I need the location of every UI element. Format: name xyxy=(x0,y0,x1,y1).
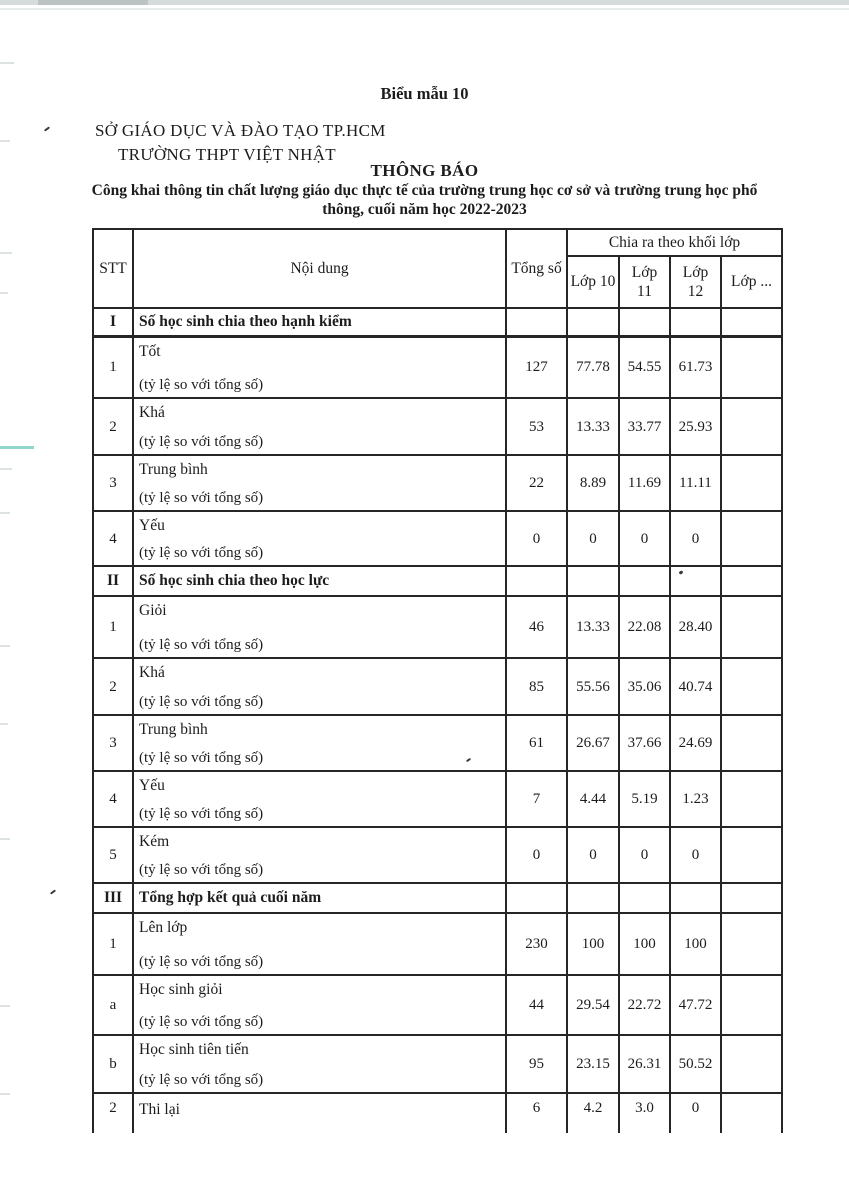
empty-cell xyxy=(619,566,670,596)
cell-grade12: 40.74 xyxy=(670,658,721,715)
cell-grade10: 4.2 xyxy=(567,1093,619,1133)
section-title: Số học sinh chia theo học lực xyxy=(133,566,506,596)
cell-total: 53 xyxy=(506,398,567,455)
cell-total: 22 xyxy=(506,455,567,511)
cell-total: 7 xyxy=(506,771,567,827)
row-label: Tốt xyxy=(139,342,161,360)
row-stt: 1 xyxy=(93,913,133,975)
row-sublabel: (tỷ lệ so với tổng số) xyxy=(139,377,264,393)
empty-cell xyxy=(670,566,721,596)
cell-grade11: 22.72 xyxy=(619,975,670,1035)
scan-smudge xyxy=(38,0,148,5)
row-stt: 1 xyxy=(93,336,133,398)
scan-speck xyxy=(0,1093,10,1095)
cell-grade12: 28.40 xyxy=(670,596,721,658)
cell-grade11: 0 xyxy=(619,511,670,566)
row-stt: 4 xyxy=(93,771,133,827)
cell-grade11: 3.0 xyxy=(619,1093,670,1133)
section-title: Tổng hợp kết quả cuối năm xyxy=(133,883,506,913)
row-label: Yếu xyxy=(139,777,165,794)
cell-grade10: 55.56 xyxy=(567,658,619,715)
cell-grade11: 37.66 xyxy=(619,715,670,771)
row-label: Học sinh giỏi xyxy=(139,981,223,998)
row-stt: 4 xyxy=(93,511,133,566)
cell-grade10: 8.89 xyxy=(567,455,619,511)
row-label: Giỏi xyxy=(139,602,167,619)
department-name: SỞ GIÁO DỤC VÀ ĐÀO TẠO TP.HCM xyxy=(95,121,386,140)
cell-grade11: 100 xyxy=(619,913,670,975)
row-content-cell xyxy=(133,913,506,975)
row-sublabel: (tỷ lệ so với tổng số) xyxy=(139,637,264,653)
scan-speck xyxy=(0,292,8,294)
scan-speck xyxy=(0,512,10,514)
scan-speck xyxy=(0,62,14,64)
row-stt: 2 xyxy=(93,658,133,715)
cell-grade11: 5.19 xyxy=(619,771,670,827)
scan-speck xyxy=(0,140,10,142)
cell-grade11: 35.06 xyxy=(619,658,670,715)
cell-total: 0 xyxy=(506,511,567,566)
row-sublabel: (tỷ lệ so với tổng số) xyxy=(139,545,264,561)
cell-grade-other xyxy=(721,658,782,715)
empty-cell xyxy=(567,566,619,596)
cell-grade-other xyxy=(721,511,782,566)
row-sublabel: (tỷ lệ so với tổng số) xyxy=(139,954,264,970)
row-label: Học sinh tiên tiến xyxy=(139,1041,249,1058)
scan-speck xyxy=(0,468,12,470)
notice-title: THÔNG BÁO xyxy=(370,161,479,180)
cell-grade10: 13.33 xyxy=(567,398,619,455)
row-sublabel: (tỷ lệ so với tổng số) xyxy=(139,1014,264,1030)
cell-grade12: 47.72 xyxy=(670,975,721,1035)
empty-cell xyxy=(721,883,782,913)
row-content-cell xyxy=(133,715,506,771)
school-name: TRƯỜNG THPT VIỆT NHẬT xyxy=(118,145,336,164)
row-sublabel: (tỷ lệ so với tổng số) xyxy=(139,434,264,450)
cell-grade12: 50.52 xyxy=(670,1035,721,1093)
notice-subtitle: Công khai thông tin chất lượng giáo dục thực tế của trường trung học cơ sở và trường trung học phổ thông, cuối năm học 2022-2023 xyxy=(91,182,758,218)
col-header-grade11-text: Lớp 11 xyxy=(631,264,658,300)
cell-grade10: 13.33 xyxy=(567,596,619,658)
row-sublabel: (tỷ lệ so với tổng số) xyxy=(139,490,264,506)
cell-grade11: 22.08 xyxy=(619,596,670,658)
row-label: Trung bình xyxy=(139,461,208,478)
cell-grade-other xyxy=(721,1093,782,1133)
cell-grade12: 0 xyxy=(670,1093,721,1133)
cell-grade11: 54.55 xyxy=(619,336,670,398)
cell-total: 127 xyxy=(506,336,567,398)
cell-grade-other xyxy=(721,913,782,975)
scan-speck xyxy=(0,838,10,840)
cell-grade11: 26.31 xyxy=(619,1035,670,1093)
col-header-grade10: Lớp 10 xyxy=(567,256,619,308)
col-header-stt: STT xyxy=(93,229,133,308)
row-content-cell xyxy=(133,975,506,1035)
row-sublabel: (tỷ lệ so với tổng số) xyxy=(139,694,264,710)
row-sublabel: (tỷ lệ so với tổng số) xyxy=(139,1072,264,1088)
row-sublabel: (tỷ lệ so với tổng số) xyxy=(139,806,264,822)
cell-grade12: 11.11 xyxy=(670,455,721,511)
empty-cell xyxy=(619,308,670,336)
cell-grade10: 0 xyxy=(567,511,619,566)
cell-grade-other xyxy=(721,715,782,771)
row-content-cell xyxy=(133,1035,506,1093)
col-header-grade11 xyxy=(619,256,670,308)
row-content-cell xyxy=(133,771,506,827)
col-header-content: Nội dung xyxy=(133,229,506,308)
scan-speck xyxy=(0,446,34,449)
cell-grade11: 11.69 xyxy=(619,455,670,511)
cell-grade11: 33.77 xyxy=(619,398,670,455)
cell-total: 61 xyxy=(506,715,567,771)
cell-total: 85 xyxy=(506,658,567,715)
col-header-total: Tổng số xyxy=(506,229,567,308)
cell-total: 230 xyxy=(506,913,567,975)
form-number-label: Biểu mẫu 10 xyxy=(380,84,469,103)
empty-cell xyxy=(619,883,670,913)
row-stt: 5 xyxy=(93,827,133,883)
col-header-group: Chia ra theo khối lớp xyxy=(567,229,782,256)
cell-grade-other xyxy=(721,455,782,511)
row-label: Lên lớp xyxy=(139,919,188,936)
cell-total: 46 xyxy=(506,596,567,658)
cell-grade12: 24.69 xyxy=(670,715,721,771)
section-number: II xyxy=(93,566,133,596)
scan-edge-line xyxy=(0,8,849,10)
row-label: Kém xyxy=(139,833,170,850)
row-sublabel: (tỷ lệ so với tổng số) xyxy=(139,750,264,766)
row-content-cell xyxy=(133,398,506,455)
row-content-cell xyxy=(133,827,506,883)
empty-cell xyxy=(670,883,721,913)
quality-report-table xyxy=(92,228,783,1133)
cell-grade-other xyxy=(721,336,782,398)
row-stt: 2 xyxy=(93,398,133,455)
cell-grade12: 0 xyxy=(670,511,721,566)
row-content-cell xyxy=(133,455,506,511)
cell-total: 0 xyxy=(506,827,567,883)
row-label: Trung bình xyxy=(139,721,208,738)
row-label: Khá xyxy=(139,404,165,421)
cell-grade-other xyxy=(721,771,782,827)
empty-cell xyxy=(506,883,567,913)
empty-cell xyxy=(670,308,721,336)
row-label: Yếu xyxy=(139,517,165,534)
cell-grade10: 4.44 xyxy=(567,771,619,827)
row-stt: a xyxy=(93,975,133,1035)
cell-grade-other xyxy=(721,398,782,455)
empty-cell xyxy=(721,566,782,596)
scan-speck xyxy=(0,1005,10,1007)
cell-total: 44 xyxy=(506,975,567,1035)
empty-cell xyxy=(567,883,619,913)
cell-grade-other xyxy=(721,975,782,1035)
row-content-cell xyxy=(133,658,506,715)
row-label: Thi lại xyxy=(139,1101,180,1118)
row-stt: 2 xyxy=(93,1093,133,1133)
row-stt: 1 xyxy=(93,596,133,658)
scan-speck xyxy=(0,252,12,254)
row-content-cell xyxy=(133,336,506,398)
row-stt: b xyxy=(93,1035,133,1093)
col-header-grade12-text: Lớp 12 xyxy=(682,264,709,300)
cell-grade12: 100 xyxy=(670,913,721,975)
row-content-cell xyxy=(133,511,506,566)
cell-grade10: 77.78 xyxy=(567,336,619,398)
cell-grade12: 0 xyxy=(670,827,721,883)
scan-speck xyxy=(0,645,10,647)
empty-cell xyxy=(721,308,782,336)
empty-cell xyxy=(506,308,567,336)
col-header-grade12 xyxy=(670,256,721,308)
row-stt: 3 xyxy=(93,715,133,771)
empty-cell xyxy=(506,566,567,596)
cell-grade10: 0 xyxy=(567,827,619,883)
cell-grade12: 61.73 xyxy=(670,336,721,398)
scan-speck xyxy=(0,723,8,725)
cell-grade-other xyxy=(721,827,782,883)
scan-speck xyxy=(44,126,50,131)
row-sublabel: (tỷ lệ so với tổng số) xyxy=(139,862,264,878)
cell-grade10: 29.54 xyxy=(567,975,619,1035)
cell-total: 95 xyxy=(506,1035,567,1093)
cell-total: 6 xyxy=(506,1093,567,1133)
cell-grade10: 100 xyxy=(567,913,619,975)
cell-grade-other xyxy=(721,596,782,658)
cell-grade12: 1.23 xyxy=(670,771,721,827)
section-number: III xyxy=(93,883,133,913)
row-stt: 3 xyxy=(93,455,133,511)
empty-cell xyxy=(567,308,619,336)
section-number: I xyxy=(93,308,133,336)
cell-grade10: 26.67 xyxy=(567,715,619,771)
section-title: Số học sinh chia theo hạnh kiểm xyxy=(133,308,506,336)
row-label: Khá xyxy=(139,664,165,681)
cell-grade10: 23.15 xyxy=(567,1035,619,1093)
scan-speck xyxy=(50,889,56,894)
cell-grade12: 25.93 xyxy=(670,398,721,455)
col-header-grade-other: Lớp ... xyxy=(721,256,782,308)
cell-grade11: 0 xyxy=(619,827,670,883)
cell-grade-other xyxy=(721,1035,782,1093)
row-content-cell xyxy=(133,1093,506,1133)
row-content-cell xyxy=(133,596,506,658)
